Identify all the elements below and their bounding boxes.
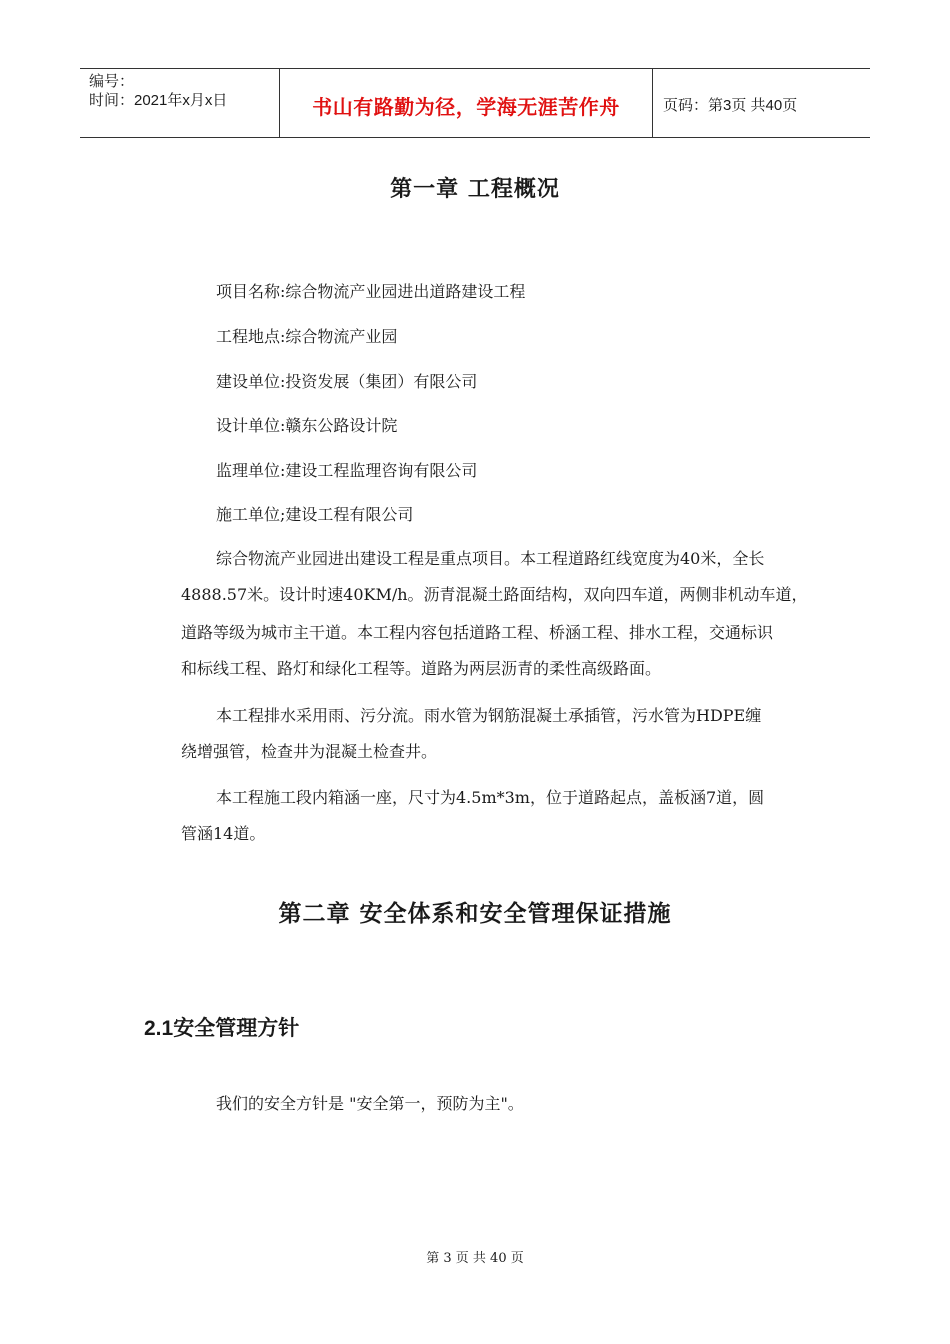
- section-2-1-title: 2.1安全管理方针: [144, 1017, 300, 1040]
- header-meta: [80, 69, 280, 137]
- paragraph-line: 本工程排水采用雨、污分流。雨水管为钢筋混凝土承插管，污水管为HDPE缠: [216, 706, 762, 725]
- time-label: 时间：2021年x月x日: [89, 92, 228, 109]
- paragraph-line: 4888.57米。设计时速40KM/h。沥青混凝土路面结构，双向四车道，两侧非机动车道，: [181, 585, 808, 604]
- chapter-1-title: 第一章 工程概况: [390, 177, 560, 202]
- field-supervisor: 监理单位:建设工程监理咨询有限公司: [216, 461, 478, 480]
- number-label: 编号：: [89, 73, 135, 90]
- field-designer: 设计单位:赣东公路设计院: [216, 416, 398, 435]
- chapter-2-title: 第二章 安全体系和安全管理保证措施: [278, 901, 672, 927]
- header-page-info: 页码：第3页 共40页: [663, 96, 798, 114]
- page-footer: 第 3 页 共 40 页: [426, 1251, 524, 1266]
- field-owner: 建设单位:投资发展（集团）有限公司: [216, 372, 478, 391]
- paragraph-line: 综合物流产业园进出建设工程是重点项目。本工程道路红线宽度为40米，全长: [216, 549, 765, 568]
- field-contractor: 施工单位;建设工程有限公司: [216, 505, 414, 524]
- page-header: [80, 68, 870, 138]
- section-2-1-text: 我们的安全方针是 "安全第一，预防为主"。: [216, 1094, 524, 1113]
- header-motto: 书山有路勤为径，学海无涯苦作舟: [280, 69, 653, 137]
- field-location: 工程地点:综合物流产业园: [216, 327, 398, 346]
- paragraph-line: 本工程施工段内箱涵一座，尺寸为4.5m*3m，位于道路起点，盖板涵7道，圆: [216, 788, 765, 807]
- paragraph-line: 道路等级为城市主干道。本工程内容包括道路工程、桥涵工程、排水工程，交通标识: [181, 623, 774, 642]
- paragraph-line: 和标线工程、路灯和绿化工程等。道路为两层沥青的柔性高级路面。: [181, 659, 662, 678]
- paragraph-line: 管涵14道。: [181, 824, 266, 843]
- field-project-name: 项目名称:综合物流产业园进出道路建设工程: [216, 282, 526, 301]
- paragraph-line: 绕增强管，检查井为混凝土检查井。: [181, 742, 438, 761]
